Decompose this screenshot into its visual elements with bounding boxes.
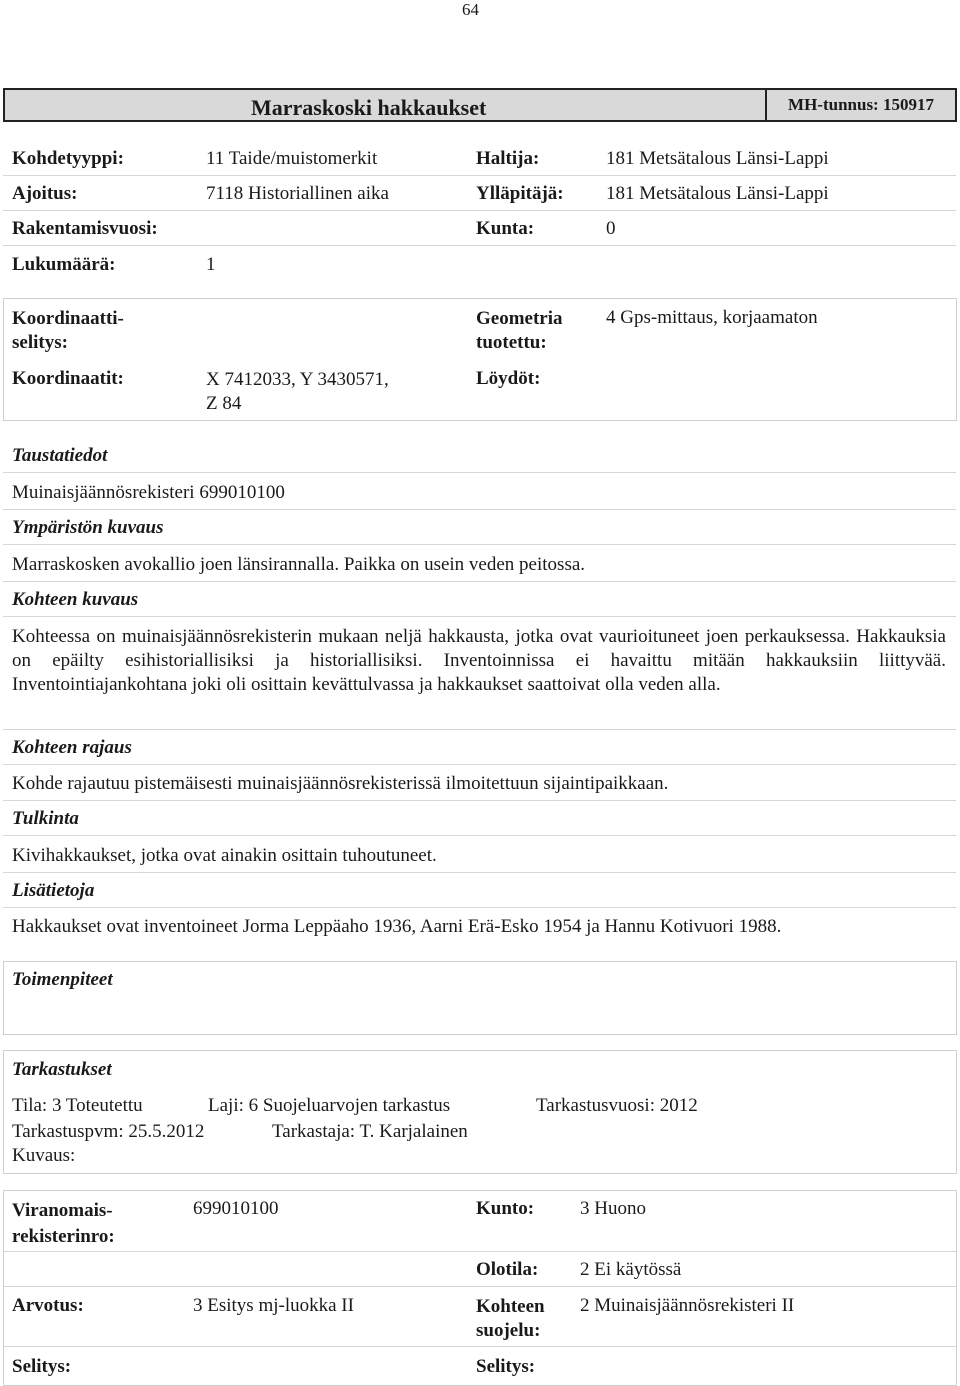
title-bar <box>3 88 957 122</box>
kuvaus-text: Kohteessa on muinaisjäännösrekisterin mukaan neljä hakkausta, jotka ovat vaurioituneet joen perkauksessa. Hakkauksia on epäilty esihistoriallisiksi ja historiallisiksi. Inventoinnissa ei havaittu mitään hakkauksiin liittyvää. Inventointiajankohtana joki oli osittain kevättulvassa ja hakkaukset saattoivat olla veden alla. <box>12 626 946 695</box>
lisatietoja-text: Hakkaukset ovat inventoineet Jorma Leppäaho 1936, Aarni Erä-Esko 1954 ja Hannu Kotivuori 1988. <box>12 916 782 937</box>
lisatietoja-heading: Lisätietoja <box>12 880 95 901</box>
arvotus-label: Arvotus: <box>12 1295 84 1316</box>
geometria-label: Geometria tuotettu: <box>476 308 563 353</box>
olotila-label: Olotila: <box>476 1259 539 1280</box>
toimenpiteet-heading: Toimenpiteet <box>12 969 113 990</box>
row-divider <box>3 1286 956 1287</box>
olotila-value: 2 Ei käytössä <box>580 1259 682 1280</box>
section-divider <box>3 581 956 582</box>
selitys-right-label: Selitys: <box>476 1356 536 1377</box>
section-divider <box>3 544 956 545</box>
section-divider <box>3 764 956 765</box>
toimenpiteet-box <box>3 961 957 1035</box>
haltija-value: 181 Metsätalous Länsi-Lappi <box>606 148 829 169</box>
rajaus-heading: Kohteen rajaus <box>12 737 132 758</box>
tarkastus-vuosi: Tarkastusvuosi: 2012 <box>536 1095 698 1116</box>
section-divider <box>3 872 956 873</box>
row-divider <box>3 1346 956 1347</box>
geometria-value: 4 Gps-mittaus, korjaamaton <box>606 307 818 328</box>
kunta-label: Kunta: <box>476 218 535 239</box>
tarkastukset-heading: Tarkastukset <box>12 1059 112 1080</box>
kunto-value: 3 Huono <box>580 1198 646 1219</box>
loydot-label: Löydöt: <box>476 368 541 389</box>
page-title: Marraskoski hakkaukset <box>251 95 487 120</box>
section-divider <box>3 729 956 730</box>
tarkastukset-box <box>3 1050 957 1174</box>
tarkastaja: Tarkastaja: T. Karjalainen <box>272 1121 468 1142</box>
viranomais-value: 699010100 <box>193 1198 279 1219</box>
ymparisto-heading: Ympäristön kuvaus <box>12 517 164 538</box>
tarkastus-kuvaus: Kuvaus: <box>12 1145 76 1166</box>
section-divider <box>3 616 956 617</box>
tulkinta-text: Kivihakkaukset, jotka ovat ainakin osittain tuhoutuneet. <box>12 845 437 866</box>
yllapitaja-label: Ylläpitäjä: <box>476 183 564 204</box>
koordinaattiselitys-label: Koordinaatti- selitys: <box>12 308 124 353</box>
section-divider <box>3 907 956 908</box>
kunto-label: Kunto: <box>476 1198 535 1219</box>
tarkastus-laji: Laji: 6 Suojeluarvojen tarkastus <box>208 1095 451 1116</box>
row-divider <box>3 175 956 176</box>
selitys-left-label: Selitys: <box>12 1356 72 1377</box>
lukumaara-value: 1 <box>206 254 216 275</box>
section-divider <box>3 800 956 801</box>
kunta-value: 0 <box>606 218 616 239</box>
section-divider <box>3 509 956 510</box>
arvotus-value: 3 Esitys mj-luokka II <box>193 1295 354 1316</box>
suojelu-label: Kohteen suojelu: <box>476 1296 545 1341</box>
viranomais-label: Viranomais- rekisterinro: <box>12 1200 115 1247</box>
rakentamisvuosi-label: Rakentamisvuosi: <box>12 218 158 239</box>
lukumaara-label: Lukumäärä: <box>12 254 116 275</box>
row-divider <box>3 245 956 246</box>
koordinaatit-value: X 7412033, Y 3430571, Z 84 <box>206 369 389 414</box>
row-divider <box>3 210 956 211</box>
ajoitus-value: 7118 Historiallinen aika <box>206 183 389 204</box>
rajaus-text: Kohde rajautuu pistemäisesti muinaisjäännösrekisterissä ilmoitettuun sijaintipaikkaan. <box>12 773 669 794</box>
ajoitus-label: Ajoitus: <box>12 183 78 204</box>
row-divider <box>3 1251 956 1252</box>
taustatiedot-heading: Taustatiedot <box>12 445 108 466</box>
kuvaus-heading: Kohteen kuvaus <box>12 589 139 610</box>
kohdetyyppi-label: Kohdetyyppi: <box>12 148 124 169</box>
section-divider <box>3 835 956 836</box>
page-number: 64 <box>462 0 479 19</box>
ymparisto-text: Marraskosken avokallio joen länsirannalla. Paikka on usein veden peitossa. <box>12 554 586 575</box>
koordinaatit-label: Koordinaatit: <box>12 368 124 389</box>
tarkastus-pvm: Tarkastuspvm: 25.5.2012 <box>12 1121 205 1142</box>
haltija-label: Haltija: <box>476 148 540 169</box>
section-divider <box>3 472 956 473</box>
taustatiedot-text: Muinaisjäännösrekisteri 699010100 <box>12 482 285 503</box>
tarkastus-tila: Tila: 3 Toteutettu <box>12 1095 143 1116</box>
yllapitaja-value: 181 Metsätalous Länsi-Lappi <box>606 183 829 204</box>
mh-id-badge: MH-tunnus: 150917 <box>765 90 955 120</box>
suojelu-value: 2 Muinaisjäännösrekisteri II <box>580 1295 795 1316</box>
tulkinta-heading: Tulkinta <box>12 808 79 829</box>
kohdetyyppi-value: 11 Taide/muistomerkit <box>206 148 378 169</box>
